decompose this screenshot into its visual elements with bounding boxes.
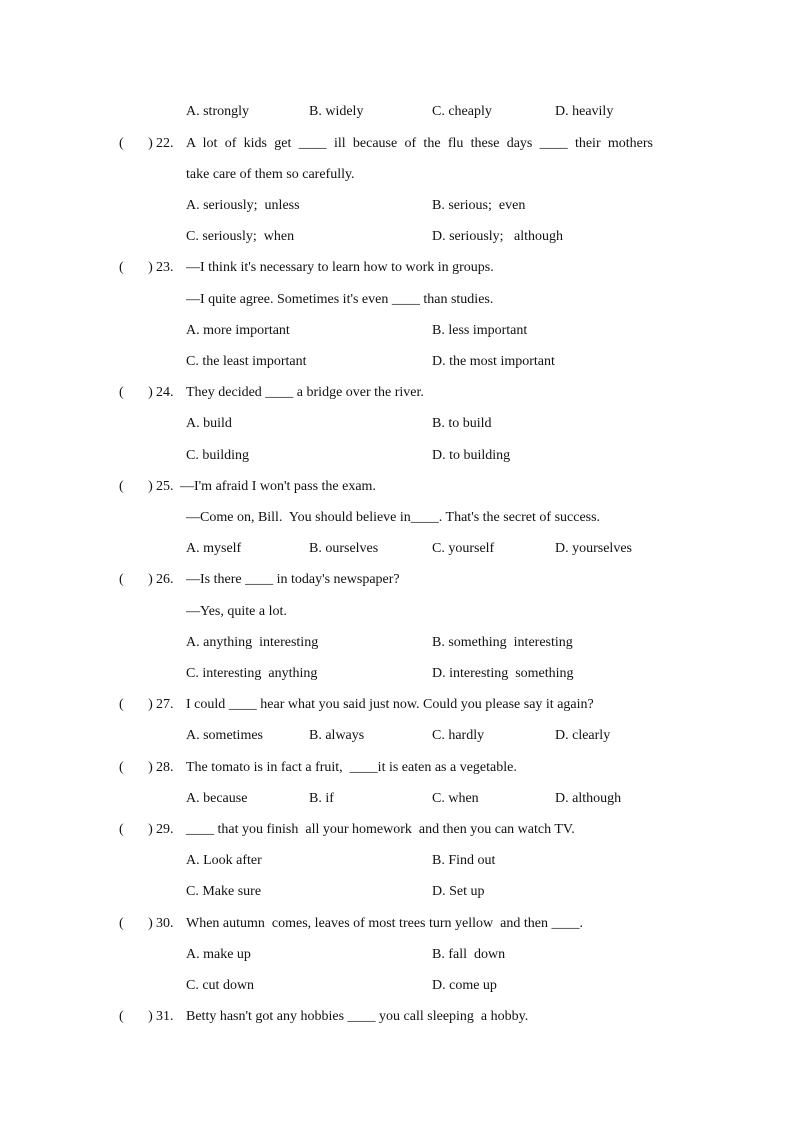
q22-answer-blank[interactable]: ( ) xyxy=(119,136,153,151)
q30-option-c: C. cut down xyxy=(186,978,255,993)
q24-option-b: B. to build xyxy=(432,416,492,431)
q26-number: 26. xyxy=(156,572,174,587)
q23-option-b: B. less important xyxy=(432,323,528,338)
q30-option-b: B. fall down xyxy=(432,947,506,962)
q22-option-c: C. seriously; when xyxy=(186,229,295,244)
q27-option-b: B. always xyxy=(309,728,365,743)
q21-option-d: D. heavily xyxy=(555,104,614,119)
q25-option-a: A. myself xyxy=(186,541,242,556)
q21-option-c: C. cheaply xyxy=(432,104,492,119)
q24-option-c: C. building xyxy=(186,448,250,463)
q29-option-d: D. Set up xyxy=(432,884,485,899)
q23-option-a: A. more important xyxy=(186,323,290,338)
q23-option-d: D. the most important xyxy=(432,354,555,369)
q22-option-a: A. seriously; unless xyxy=(186,198,300,213)
q24-answer-blank[interactable]: ( ) xyxy=(119,385,153,400)
q27-option-d: D. clearly xyxy=(555,728,611,743)
q27-option-c: C. hardly xyxy=(432,728,485,743)
q24-number: 24. xyxy=(156,385,174,400)
q28-number: 28. xyxy=(156,760,174,775)
q24-option-a: A. build xyxy=(186,416,232,431)
q27-answer-blank[interactable]: ( ) xyxy=(119,697,153,712)
q22-stem-line-1: A lot of kids get ____ ill because of the flu these days ____ their mothers xyxy=(186,136,653,151)
q31-number: 31. xyxy=(156,1009,174,1024)
q21-option-a: A. strongly xyxy=(186,104,249,119)
q30-number: 30. xyxy=(156,916,174,931)
q28-answer-blank[interactable]: ( ) xyxy=(119,760,153,775)
q27-stem-line-1: I could ____ hear what you said just now. Could you please say it again? xyxy=(186,697,594,712)
q26-option-b: B. something interesting xyxy=(432,635,573,650)
q22-stem-line-2: take care of them so carefully. xyxy=(186,167,355,182)
q25-answer-blank[interactable]: ( ) xyxy=(119,479,153,494)
q26-stem-line-1: —Is there ____ in today's newspaper? xyxy=(186,572,400,587)
q30-answer-blank[interactable]: ( ) xyxy=(119,916,153,931)
q29-number: 29. xyxy=(156,822,174,837)
q28-option-a: A. because xyxy=(186,791,248,806)
q28-option-c: C. when xyxy=(432,791,479,806)
q25-option-b: B. ourselves xyxy=(309,541,379,556)
q29-answer-blank[interactable]: ( ) xyxy=(119,822,153,837)
q26-stem-line-2: —Yes, quite a lot. xyxy=(186,604,287,619)
q23-stem-line-1: —I think it's necessary to learn how to work in groups. xyxy=(186,260,494,275)
q27-number: 27. xyxy=(156,697,174,712)
q30-option-a: A. make up xyxy=(186,947,251,962)
q25-stem-line-1: —I'm afraid I won't pass the exam. xyxy=(180,479,376,494)
q26-answer-blank[interactable]: ( ) xyxy=(119,572,153,587)
q23-stem-line-2: —I quite agree. Sometimes it's even ____ than studies. xyxy=(186,292,494,307)
q26-option-c: C. interesting anything xyxy=(186,666,318,681)
q28-stem-line-1: The tomato is in fact a fruit, ____it is eaten as a vegetable. xyxy=(186,760,517,775)
q30-stem-line-1: When autumn comes, leaves of most trees turn yellow and then ____. xyxy=(186,916,583,931)
q25-option-c: C. yourself xyxy=(432,541,495,556)
q26-option-a: A. anything interesting xyxy=(186,635,319,650)
q30-option-d: D. come up xyxy=(432,978,497,993)
q25-stem-line-2: —Come on, Bill. You should believe in____. That's the secret of success. xyxy=(186,510,601,525)
q29-option-b: B. Find out xyxy=(432,853,496,868)
q26-option-d: D. interesting something xyxy=(432,666,574,681)
q29-option-a: A. Look after xyxy=(186,853,262,868)
q23-option-c: C. the least important xyxy=(186,354,307,369)
q23-number: 23. xyxy=(156,260,174,275)
q29-option-c: C. Make sure xyxy=(186,884,262,899)
q28-option-b: B. if xyxy=(309,791,334,806)
q23-answer-blank[interactable]: ( ) xyxy=(119,260,153,275)
q25-option-d: D. yourselves xyxy=(555,541,632,556)
q24-stem-line-1: They decided ____ a bridge over the river. xyxy=(186,385,424,400)
q31-stem-line-1: Betty hasn't got any hobbies ____ you call sleeping a hobby. xyxy=(186,1009,529,1024)
q31-answer-blank[interactable]: ( ) xyxy=(119,1009,153,1024)
q25-number: 25. xyxy=(156,479,174,494)
q27-option-a: A. sometimes xyxy=(186,728,263,743)
q28-option-d: D. although xyxy=(555,791,622,806)
q24-option-d: D. to building xyxy=(432,448,511,463)
q22-option-b: B. serious; even xyxy=(432,198,526,213)
q29-stem-line-1: ____ that you finish all your homework and then you can watch TV. xyxy=(186,822,575,837)
q22-option-d: D. seriously; although xyxy=(432,229,564,244)
q21-option-b: B. widely xyxy=(309,104,364,119)
q22-number: 22. xyxy=(156,136,174,151)
